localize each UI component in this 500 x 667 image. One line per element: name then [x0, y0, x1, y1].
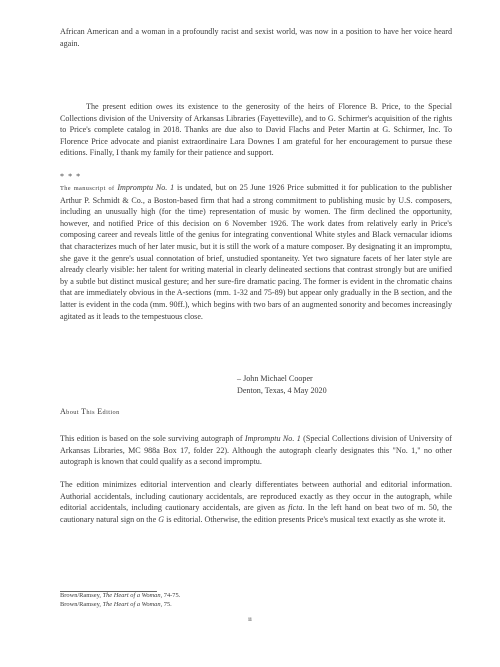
- paragraph-source: This edition is based on the sole surviving autograph of Impromptu No. 1 (Special Collections division of University of Arkansas Libraries, MC 988a Box 17, folder 22). Although the autograph clearly designates this "No. 1," no other autograph is known that could qualify as a second impromptu.: [60, 434, 453, 467]
- signature-place-date: Denton, Texas, 4 May 2020: [237, 385, 327, 395]
- signature-name: – John Michael Cooper: [237, 374, 313, 383]
- signature-block: [237, 373, 327, 396]
- paragraph-manuscript: [60, 182, 452, 322]
- page-number: ii: [248, 616, 252, 623]
- footnote-2: Brown/Ramsey, The Heart of a Woman, 75.: [60, 601, 172, 608]
- note-name: G: [158, 514, 165, 524]
- section-separator: * * *: [60, 172, 82, 181]
- work-title: Impromptu No. 1: [244, 434, 301, 443]
- section-heading-about-this-edition: About This Edition: [60, 407, 120, 416]
- footnote-1: Brown/Ramsey, The Heart of a Woman, 74-75.: [60, 592, 181, 599]
- ficta-term: ficta: [288, 503, 303, 513]
- work-title: Impromptu No. 1: [117, 183, 175, 192]
- paragraph-manuscript-text: is undated, but on 25 June 1926 Price submitted it for publication to the publisher Arthur P. Schmidt & Co., a Boston-based firm that had a strong commitment to publishing music by U.S. composers, including an unusually high (for the time) representation of music by women. The firm declined the opportunity, however, and notified Price of this decision on 6 November 1926. The work dates from relatively early in Price's composing career and reveals little of the genius for integrating conventional White styles and Black vernacular idioms that characterizes much of her later music, but it is still the work of a mature composer. By designating it an impromptu, she gave it the genre's usual connotation of brief, unstudied spontaneity. Yet two signature facets of her later style are already clearly visible: her talent for writing material in clearly delineated sections that contrast strongly but are unified by a subtle but distinct musical gesture; and her sure-fire dramatic pacing. The former is evident in the chromatic chains that are immediately obvious in the A-sections (mm. 1-32 and 75-89) but appear only gradually in the B section, and the latter is evident in the coda (mm. 90ff.), which begins with two bars of an augmented sonority and becomes increasingly agitated as it leads to the tempestuous close.: [60, 183, 453, 321]
- paragraph-acknowledgements: The present edition owes its existence to the generosity of the heirs of Florence B. Price, to the Special Collections division of the University of Arkansas Libraries (Fayetteville), and to G. Schirmer's acquisition of the rights to Price's complete catalog in 2018. Thanks are due also to David Flachs and Peter Martin at G. Schirmer, Inc. To Florence Price advocate and pianist extraordinaire Lara Downes I am grateful for her encouragement to pursue these editions. Finally, I thank my family for their patience and support.: [60, 102, 452, 158]
- paragraph-editorial-method: The edition minimizes editorial intervention and clearly differentiates between authorial and editorial information. Authorial accidentals, including cautionary accidentals, are reproduced exactly as they occur in the autograph, while editorial accidentals, including cautionary accidentals, are given as ficta. In the left hand on beat two of m. 50, the cautionary natural sign on the G is editorial. Otherwise, the edition presents Price's musical text exactly as she wrote it.: [60, 480, 452, 524]
- smallcaps-lead: The manuscript of: [60, 185, 115, 192]
- paragraph-intro-continuation: African American and a woman in a profoundly racist and sexist world, was now in a position to have her voice heard again.: [60, 27, 452, 48]
